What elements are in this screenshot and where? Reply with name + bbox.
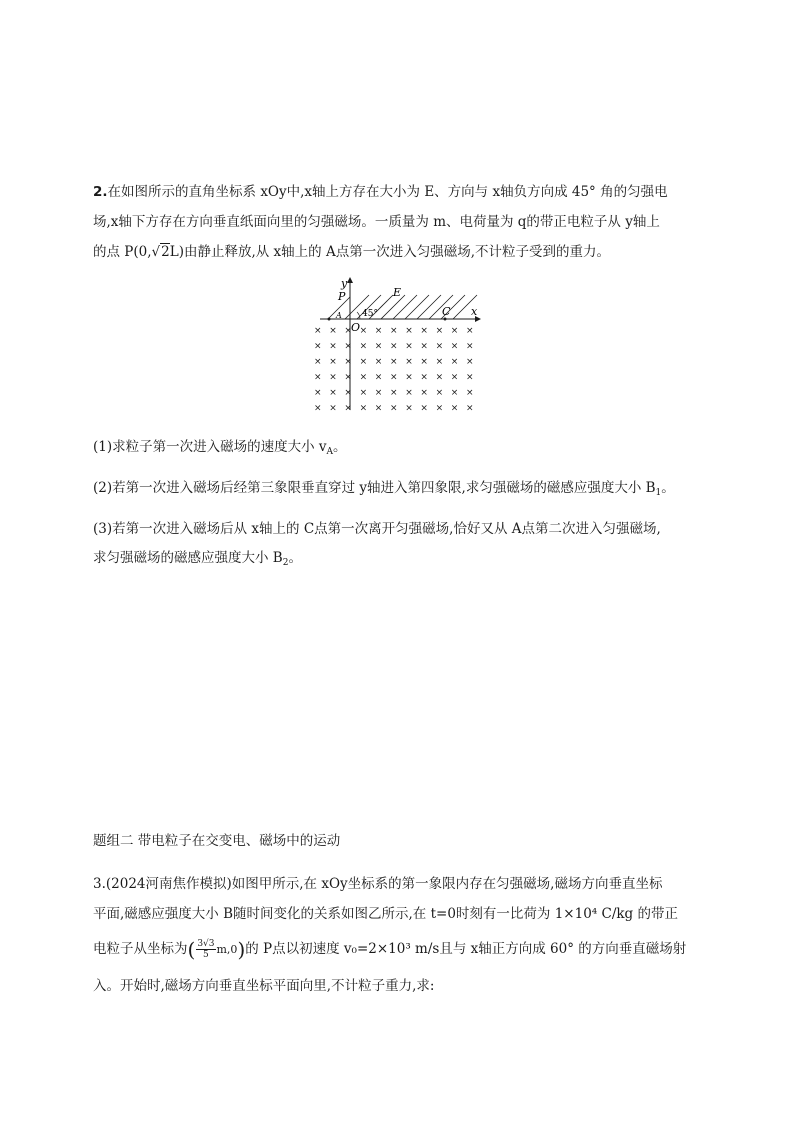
cross-mark: × — [435, 341, 444, 352]
q2-sub2 — [93, 478, 675, 503]
q2-sub2-index: 1 — [655, 488, 662, 498]
cross-mark: × — [374, 341, 383, 352]
cross-mark: × — [405, 341, 413, 352]
q2-sub1-index: A — [326, 447, 334, 457]
q2-sub3-index: 2 — [282, 558, 289, 568]
cross-mark: × — [344, 403, 352, 414]
cross-mark: × — [390, 357, 398, 367]
q2-sub3-text: 求匀强磁场的磁感应强度大小 B — [93, 550, 283, 566]
q3-line2: 平面,磁感应强度大小 B随时间变化的关系如图乙所示,在 t=0时刻有一比荷为 1×10⁴ C/kg 的带正 — [93, 906, 678, 922]
right-paren: ) — [237, 937, 246, 962]
cross-mark: × — [314, 341, 322, 352]
q2-sub2-end: 。 — [661, 480, 675, 496]
q2-sub3-line1: (3)若第一次进入磁场后从 x轴上的 C点第一次离开匀强磁场,恰好又从 A点第二次进入匀强磁场, — [93, 521, 661, 537]
cross-mark: × — [466, 357, 474, 367]
cross-mark: × — [344, 357, 352, 367]
cross-mark: × — [420, 372, 428, 383]
field-line — [417, 295, 441, 319]
q2-sub1-text: (1)求粒子第一次进入磁场的速度大小 v — [93, 439, 327, 455]
q2-line3-b: L)由静止释放,从 x轴上的 A点第一次进入匀强磁场,不计粒子受到的重力。 — [169, 244, 610, 260]
section-heading: 题组二 带电粒子在交变电、磁场中的运动 — [93, 833, 341, 849]
cross-mark: × — [314, 388, 322, 398]
q2-line1 — [93, 182, 668, 202]
q2-sub3-end: 。 — [288, 550, 302, 566]
cross-mark: × — [359, 403, 368, 414]
cross-mark: × — [466, 341, 474, 352]
cross-mark: × — [390, 372, 398, 383]
cross-mark: × — [420, 341, 428, 352]
cross-mark: × — [435, 388, 444, 398]
e-label: E — [393, 286, 402, 299]
fraction-numerator: 3√3 — [197, 939, 215, 949]
cross-mark: × — [359, 372, 368, 383]
field-diagram — [300, 275, 500, 415]
cross-mark: × — [374, 326, 383, 336]
cross-mark: × — [405, 403, 413, 414]
o-label: O — [351, 321, 361, 334]
cross-mark: × — [435, 357, 444, 367]
angle-label: 45° — [362, 309, 378, 319]
cross-mark: × — [329, 326, 337, 336]
q3-line3 — [93, 936, 686, 963]
magnetic-field-crosses — [314, 326, 474, 414]
cross-mark: × — [466, 388, 474, 398]
field-line — [405, 295, 429, 319]
cross-mark: × — [329, 341, 337, 352]
q2-sub3-line2 — [93, 548, 302, 573]
cross-mark: × — [390, 341, 398, 352]
cross-mark: × — [405, 372, 413, 383]
cross-mark: × — [420, 388, 428, 398]
cross-mark: × — [390, 403, 398, 414]
cross-mark: × — [390, 388, 398, 398]
p-label: P — [338, 290, 346, 303]
cross-mark: × — [450, 341, 459, 352]
q2-sub1 — [93, 437, 347, 462]
x-label: x — [471, 305, 478, 318]
q2-sub2-text: (2)若第一次进入磁场后经第三象限垂直穿过 y轴进入第四象限,求匀强磁场的磁感应强度大小 B — [93, 480, 656, 496]
cross-mark: × — [314, 357, 322, 367]
cross-mark: × — [405, 388, 413, 398]
cross-mark: × — [344, 388, 352, 398]
cross-mark: × — [329, 403, 337, 414]
cross-mark: × — [314, 372, 322, 383]
y-label: y — [341, 277, 348, 290]
cross-mark: × — [329, 388, 337, 398]
sqrt-symbol: √ — [151, 244, 161, 260]
cross-mark: × — [344, 326, 352, 336]
cross-mark: × — [405, 326, 413, 336]
c-label: C — [442, 305, 451, 318]
cross-mark: × — [329, 372, 337, 383]
q2-line3-a: 的点 P(0, — [93, 244, 152, 260]
cross-mark: × — [344, 372, 352, 383]
q2-sub1-end: 。 — [333, 439, 347, 455]
q3-line3-b: 的 P点以初速度 v₀=2×10³ m/s且与 x轴正方向成 60° 的方向垂直磁场射 — [245, 941, 687, 957]
cross-mark: × — [420, 357, 428, 367]
cross-mark: × — [314, 326, 322, 336]
point-a — [328, 318, 331, 321]
q2-line3 — [93, 242, 610, 262]
q3-line4: 入。开始时,磁场方向垂直坐标平面向里,不计粒子重力,求: — [93, 978, 435, 994]
cross-mark: × — [420, 403, 428, 414]
q3-line3-a: 电粒子从坐标为 — [93, 941, 188, 957]
q2-text-line1: 在如图所示的直角坐标系 xOy中,x轴上方存在大小为 E、方向与 x轴负方向成 45° 角的匀强电 — [107, 184, 668, 200]
fraction-denominator: 5 — [203, 950, 209, 960]
cross-mark: × — [466, 326, 474, 336]
cross-mark: × — [390, 326, 398, 336]
cross-mark: × — [359, 326, 368, 336]
cross-mark: × — [374, 372, 383, 383]
q2-number: 2. — [93, 184, 108, 200]
coord-rest: m,0 — [216, 943, 238, 956]
q3-line1: 3.(2024河南焦作模拟)如图甲所示,在 xOy坐标系的第一象限内存在匀强磁场,磁场方向垂直坐标 — [93, 876, 663, 892]
cross-mark: × — [374, 357, 383, 367]
a-label: A — [336, 311, 342, 320]
cross-mark: × — [450, 357, 459, 367]
q2-sqrt-value: 2 — [161, 244, 170, 260]
cross-mark: × — [374, 388, 383, 398]
cross-mark: × — [435, 326, 444, 336]
cross-mark: × — [435, 403, 444, 414]
cross-mark: × — [466, 372, 474, 383]
cross-mark: × — [450, 403, 459, 414]
q2-line2: 场,x轴下方存在方向垂直纸面向里的匀强磁场。一质量为 m、电荷量为 q的带正电粒子从 y轴上 — [93, 214, 660, 230]
cross-mark: × — [450, 326, 459, 336]
coord-fraction — [196, 939, 215, 960]
cross-mark: × — [435, 372, 444, 383]
cross-mark: × — [450, 388, 459, 398]
left-paren: ( — [187, 937, 196, 962]
cross-mark: × — [466, 403, 474, 414]
cross-mark: × — [450, 372, 459, 383]
cross-mark: × — [420, 326, 428, 336]
cross-mark: × — [405, 357, 413, 367]
cross-mark: × — [359, 357, 368, 367]
cross-mark: × — [329, 357, 337, 367]
cross-mark: × — [359, 341, 368, 352]
cross-mark: × — [359, 388, 368, 398]
cross-mark: × — [314, 403, 322, 414]
y-axis-arrow — [347, 277, 353, 283]
cross-mark: × — [374, 403, 383, 414]
cross-mark: × — [344, 341, 352, 352]
